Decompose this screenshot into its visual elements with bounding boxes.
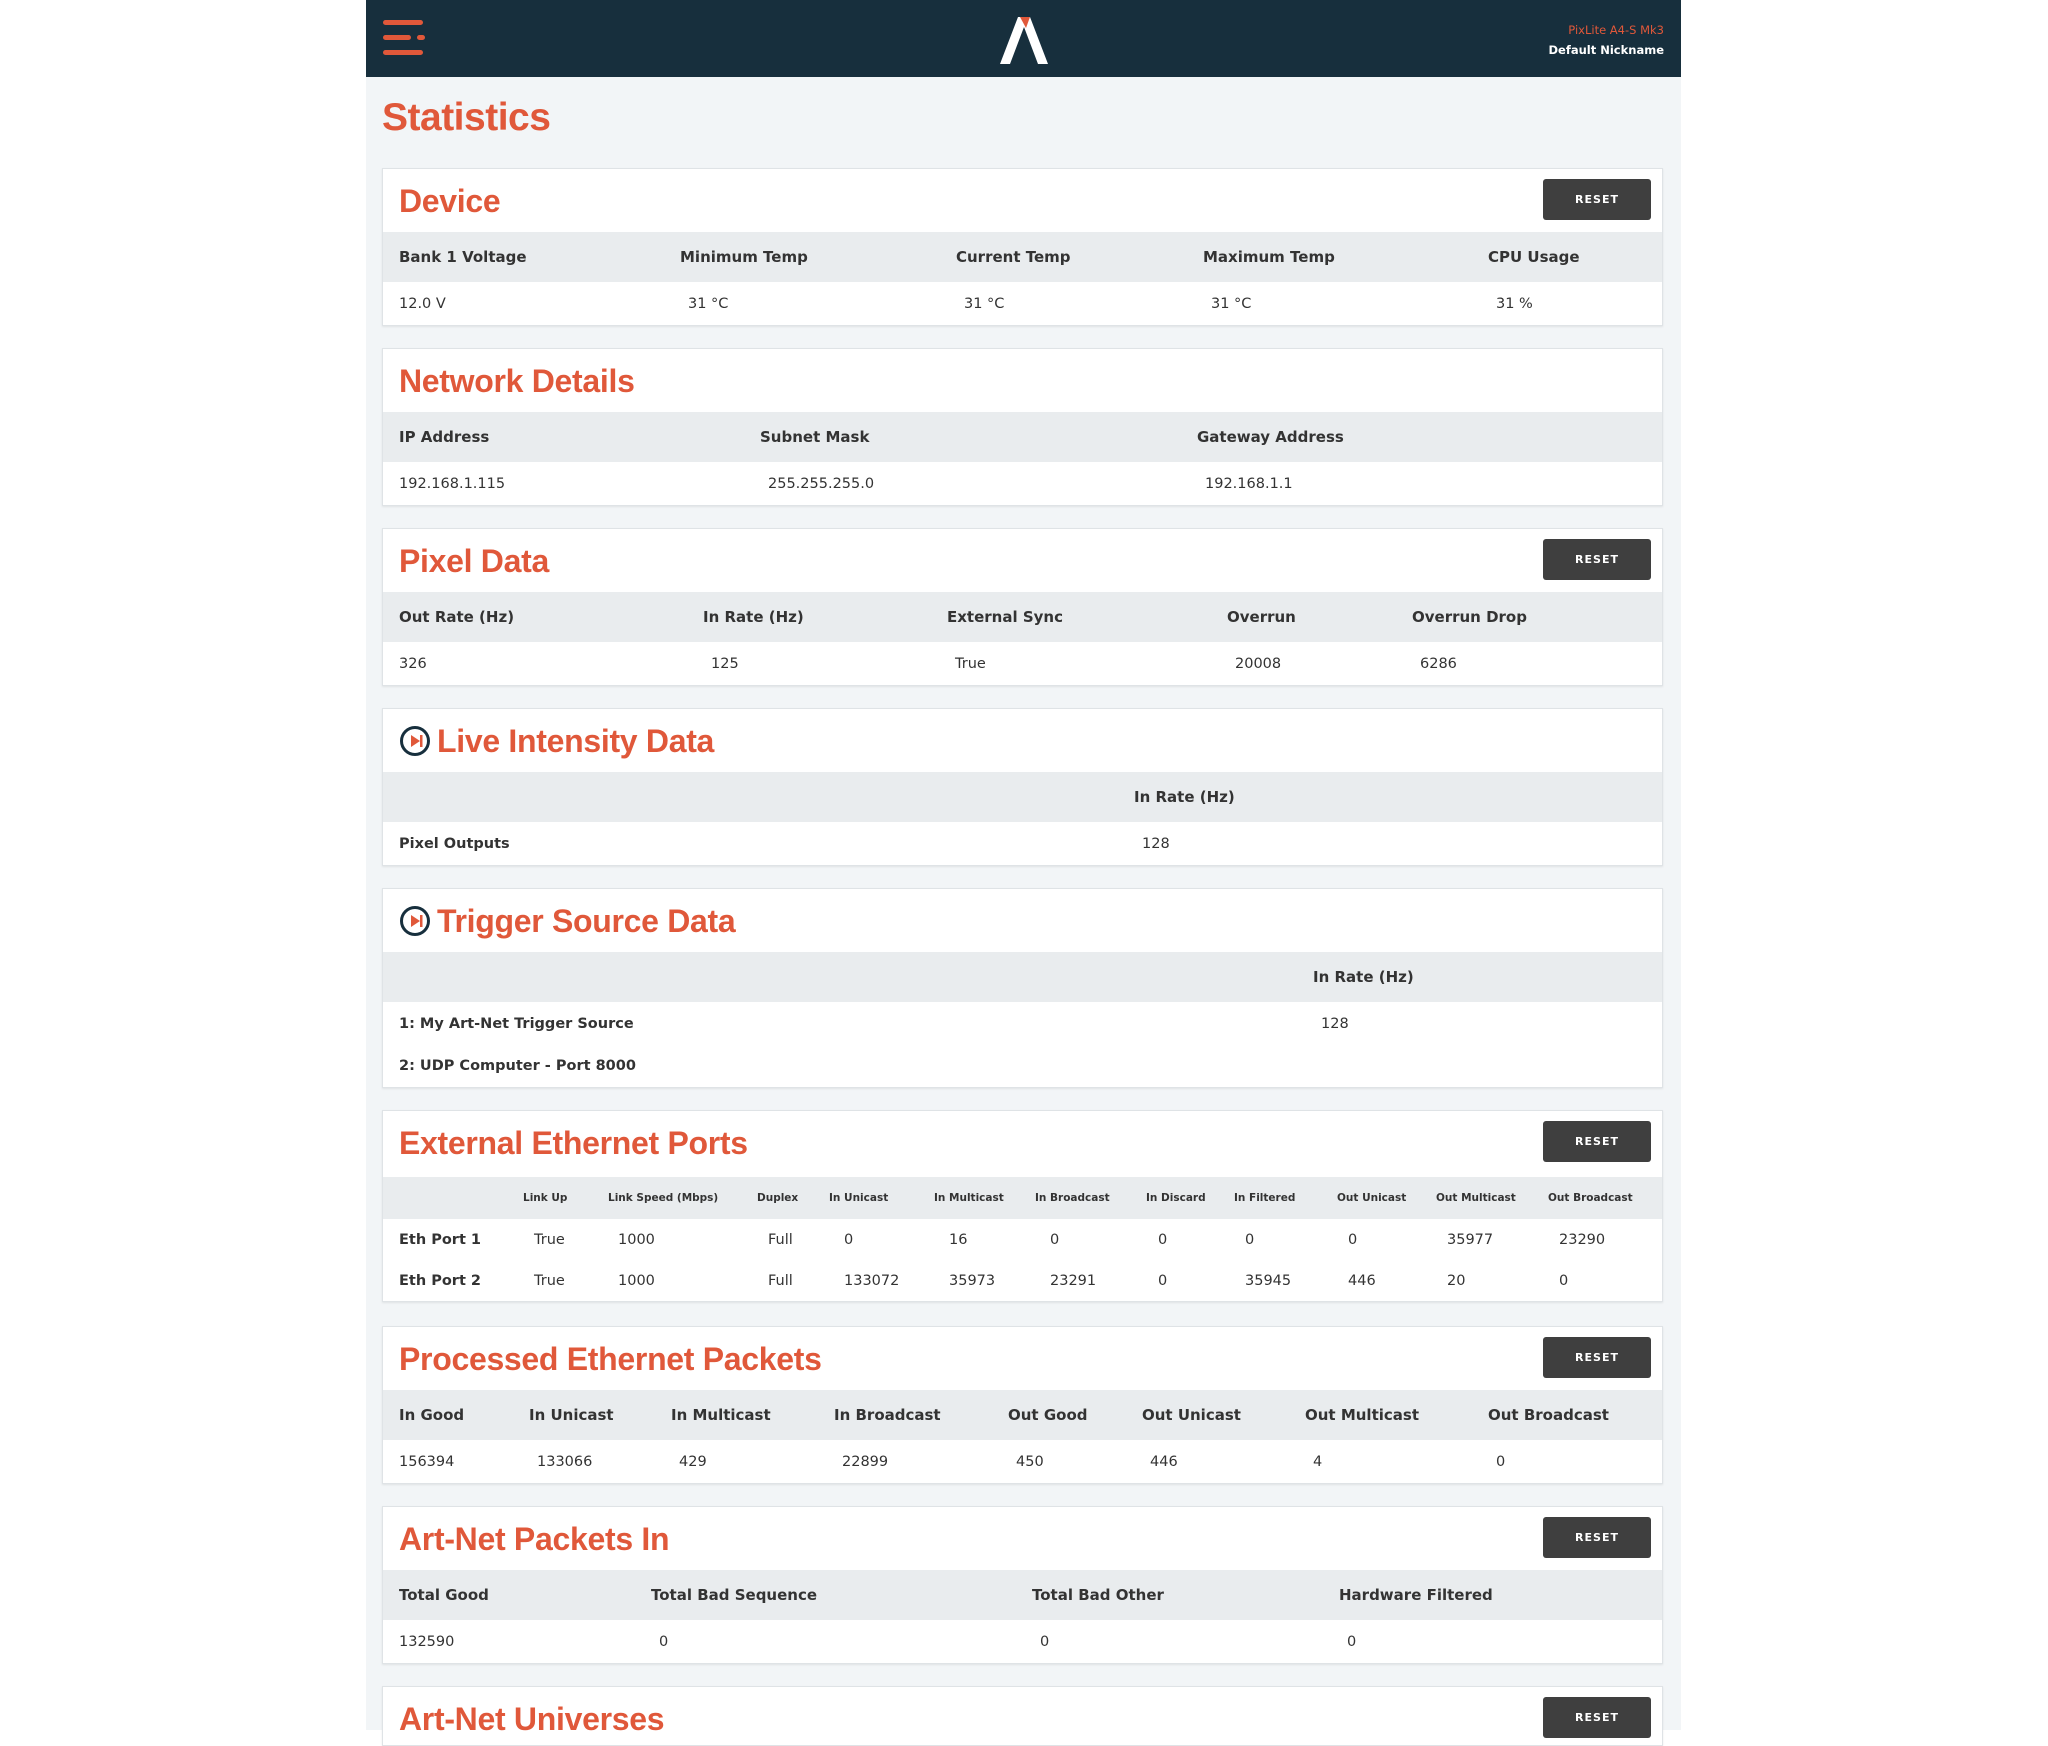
eth-ports-reset-button[interactable]: RESET — [1543, 1121, 1651, 1162]
column-header: In Unicast — [529, 1406, 614, 1424]
row-label: Eth Port 2 — [399, 1273, 482, 1289]
table-row — [383, 643, 1662, 685]
table-cell: 0 — [1245, 1232, 1255, 1248]
trigger-title: Trigger Source Data — [437, 903, 736, 939]
table-cell: 1000 — [618, 1273, 655, 1289]
table-cell: True — [534, 1232, 565, 1248]
column-header: Link Speed (Mbps) — [608, 1192, 719, 1204]
table-row — [383, 1621, 1662, 1663]
table-cell: 22899 — [842, 1454, 889, 1470]
row-label: Eth Port 1 — [399, 1232, 482, 1248]
column-header: In Discard — [1146, 1192, 1206, 1204]
network-card — [382, 348, 1663, 506]
column-header: Total Bad Sequence — [651, 1586, 818, 1604]
live-title: Live Intensity Data — [437, 723, 715, 759]
column-header: In Rate (Hz) — [703, 608, 804, 626]
column-header: External Sync — [947, 608, 1063, 626]
table-cell: 128 — [1142, 836, 1170, 852]
table-cell: 132590 — [399, 1634, 455, 1650]
table-cell: 1000 — [618, 1232, 655, 1248]
device-model: PixLite A4-S Mk3 — [1568, 23, 1664, 37]
column-header: Out Multicast — [1436, 1192, 1516, 1204]
app-frame — [366, 0, 1681, 1737]
column-header: Subnet Mask — [760, 428, 870, 446]
column-header: Out Good — [1008, 1406, 1088, 1424]
table-row — [383, 1260, 1662, 1302]
device-title: Device — [399, 183, 501, 219]
device-nickname: Default Nickname — [1548, 43, 1664, 57]
table-cell: 4 — [1313, 1454, 1323, 1470]
table-cell: 0 — [1496, 1454, 1506, 1470]
artnet-universes-reset-button[interactable]: RESET — [1543, 1697, 1651, 1738]
table-cell: 0 — [1050, 1232, 1060, 1248]
processed-title: Processed Ethernet Packets — [399, 1341, 822, 1377]
table-cell: 20 — [1447, 1273, 1466, 1289]
pixel-card — [382, 528, 1663, 686]
table-cell: 0 — [1559, 1273, 1569, 1289]
table-cell: 31 °C — [1211, 296, 1252, 312]
table-cell: 128 — [1321, 1016, 1349, 1032]
column-header: Out Broadcast — [1488, 1406, 1609, 1424]
network-header-row — [383, 412, 1662, 462]
table-row — [383, 1045, 1662, 1087]
table-row — [383, 283, 1662, 325]
table-cell: Full — [768, 1232, 793, 1248]
table-cell: 23290 — [1559, 1232, 1606, 1248]
live-header-row — [383, 772, 1662, 822]
table-cell: 133066 — [537, 1454, 593, 1470]
device-header-row — [383, 232, 1662, 282]
table-cell: 0 — [1158, 1232, 1168, 1248]
eth-ports-card — [382, 1110, 1663, 1302]
table-cell: 0 — [1347, 1634, 1357, 1650]
column-header: In Broadcast — [1035, 1192, 1110, 1204]
table-cell: 156394 — [399, 1454, 455, 1470]
column-header: Maximum Temp — [1203, 248, 1335, 266]
column-header: Duplex — [757, 1192, 799, 1204]
column-header: Overrun Drop — [1412, 608, 1527, 626]
table-row — [383, 1003, 1662, 1045]
table-cell: 31 % — [1496, 296, 1533, 312]
artnet-universes-title: Art-Net Universes — [399, 1701, 665, 1737]
table-row — [383, 1441, 1662, 1483]
processed-header-row — [383, 1390, 1662, 1440]
column-header: Hardware Filtered — [1339, 1586, 1493, 1604]
table-cell: 12.0 V — [399, 296, 446, 312]
table-cell: 446 — [1150, 1454, 1178, 1470]
table-row — [383, 823, 1662, 865]
processed-card — [382, 1326, 1663, 1484]
column-header: Total Bad Other — [1032, 1586, 1164, 1604]
table-cell: 35945 — [1245, 1273, 1292, 1289]
column-header: Overrun — [1227, 608, 1296, 626]
column-header: IP Address — [399, 428, 490, 446]
artnet-in-header-row — [383, 1570, 1662, 1620]
column-header: Out Multicast — [1305, 1406, 1419, 1424]
table-cell: Full — [768, 1273, 793, 1289]
table-cell: True — [955, 656, 986, 672]
table-cell: 6286 — [1420, 656, 1457, 672]
table-cell: 31 °C — [964, 296, 1005, 312]
column-header: CPU Usage — [1488, 248, 1580, 266]
table-cell: 0 — [1348, 1232, 1358, 1248]
table-cell: 0 — [1158, 1273, 1168, 1289]
trigger-card — [382, 888, 1663, 1088]
column-header: In Good — [399, 1406, 465, 1424]
column-header: Gateway Address — [1197, 428, 1344, 446]
table-cell: 23291 — [1050, 1273, 1097, 1289]
table-cell: 31 °C — [688, 296, 729, 312]
table-cell: 429 — [679, 1454, 707, 1470]
device-info — [1549, 20, 1665, 60]
table-cell: 446 — [1348, 1273, 1376, 1289]
logo-icon — [996, 14, 1052, 64]
table-cell: 0 — [659, 1634, 669, 1650]
column-header: Minimum Temp — [680, 248, 808, 266]
eth-ports-header-row — [383, 1177, 1662, 1219]
artnet-in-card — [382, 1506, 1663, 1664]
trigger-heading — [399, 901, 735, 941]
artnet-in-reset-button[interactable]: RESET — [1543, 1517, 1651, 1558]
column-header: Out Rate (Hz) — [399, 608, 515, 626]
table-row — [383, 1219, 1662, 1261]
column-header: In Filtered — [1234, 1192, 1296, 1204]
table-cell: 255.255.255.0 — [768, 476, 875, 492]
column-header: Out Unicast — [1142, 1406, 1241, 1424]
table-cell: 326 — [399, 656, 427, 672]
column-header: In Unicast — [829, 1192, 889, 1204]
column-header: Total Good — [399, 1586, 489, 1604]
table-cell: 0 — [1040, 1634, 1050, 1650]
column-header: Out Broadcast — [1548, 1192, 1633, 1204]
column-header: Link Up — [523, 1192, 568, 1204]
eth-ports-title: External Ethernet Ports — [399, 1125, 748, 1161]
live-card — [382, 708, 1663, 866]
artnet-in-title: Art-Net Packets In — [399, 1521, 670, 1557]
table-cell: True — [534, 1273, 565, 1289]
table-cell: 16 — [949, 1232, 968, 1248]
table-cell: 192.168.1.1 — [1205, 476, 1293, 492]
pixel-reset-button[interactable]: RESET — [1543, 539, 1651, 580]
artnet-universes-card — [382, 1686, 1663, 1746]
live-play-icon[interactable] — [399, 725, 431, 757]
table-cell: 0 — [844, 1232, 854, 1248]
table-cell: 35973 — [949, 1273, 996, 1289]
processed-reset-button[interactable]: RESET — [1543, 1337, 1651, 1378]
device-reset-button[interactable]: RESET — [1543, 179, 1651, 220]
table-row — [383, 463, 1662, 505]
trigger-header-row — [383, 952, 1662, 1002]
menu-icon[interactable] — [383, 18, 427, 60]
column-header: In Multicast — [934, 1192, 1004, 1204]
top-bar — [366, 0, 1681, 77]
network-title: Network Details — [399, 363, 635, 399]
row-label: 1: My Art-Net Trigger Source — [399, 1016, 634, 1032]
device-card — [382, 168, 1663, 326]
row-label: Pixel Outputs — [399, 836, 510, 852]
column-header: Current Temp — [956, 248, 1071, 266]
table-cell: 133072 — [844, 1273, 900, 1289]
column-header: In Broadcast — [834, 1406, 941, 1424]
column-header: In Multicast — [671, 1406, 771, 1424]
live-heading — [399, 721, 714, 761]
table-cell: 450 — [1016, 1454, 1044, 1470]
pixel-header-row — [383, 592, 1662, 642]
column-header: Bank 1 Voltage — [399, 248, 527, 266]
column-header: In Rate (Hz) — [1313, 968, 1414, 986]
pixel-title: Pixel Data — [399, 543, 549, 579]
row-label: 2: UDP Computer - Port 8000 — [399, 1058, 636, 1074]
trigger-play-icon[interactable] — [399, 905, 431, 937]
column-header: Out Unicast — [1337, 1192, 1407, 1204]
column-header: In Rate (Hz) — [1134, 788, 1235, 806]
page-title: Statistics — [382, 96, 551, 139]
table-cell: 125 — [711, 656, 739, 672]
table-cell: 20008 — [1235, 656, 1282, 672]
table-cell: 35977 — [1447, 1232, 1494, 1248]
table-cell: 192.168.1.115 — [399, 476, 506, 492]
